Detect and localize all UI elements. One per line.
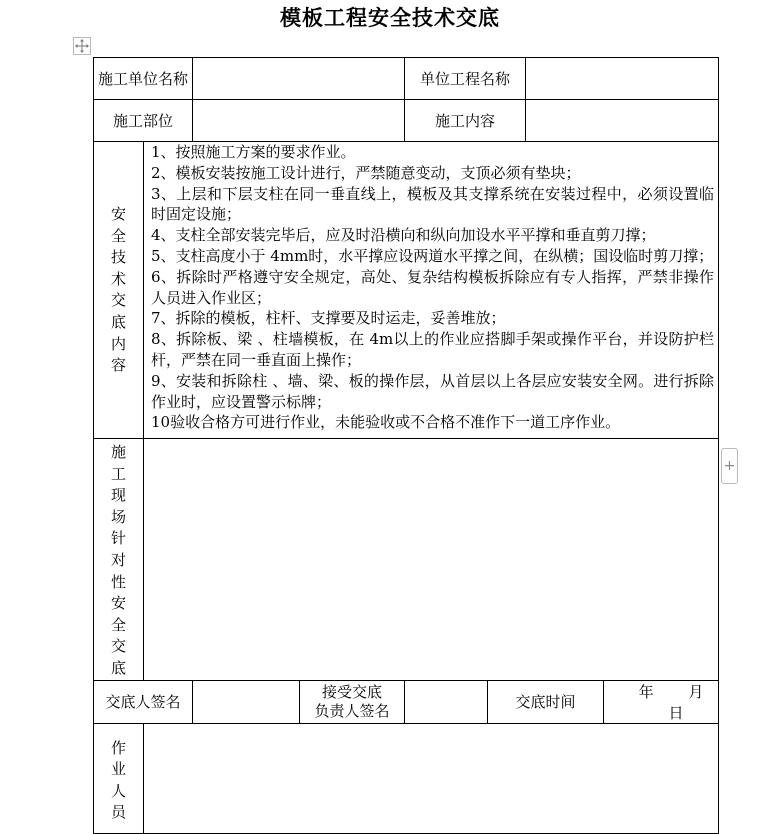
safety-section-label-cell — [94, 142, 144, 439]
header-row-2 — [94, 100, 719, 142]
discloser-signature[interactable] — [193, 680, 300, 723]
time-label: 交底时间 — [488, 680, 604, 723]
safety-section-label: 安全技术交底内容 — [111, 205, 127, 375]
receiver-label-line2: 负责人签名 — [314, 701, 390, 720]
safety-item: 3、上层和下层支柱在同一垂直线上，模板及其支撑系统在安装过程中，必须设置临时固定设施； — [151, 184, 715, 224]
workers-section-label: 作业人员 — [111, 738, 127, 822]
move-icon — [75, 39, 89, 53]
date-day: 日 — [668, 703, 684, 722]
unit-project-value[interactable] — [526, 58, 719, 100]
safety-item: 1、按照施工方案的要求作业。 — [151, 143, 356, 161]
header-row-1 — [94, 58, 719, 100]
safety-content[interactable] — [144, 142, 719, 439]
site-row — [94, 439, 719, 681]
receiver-label — [300, 680, 405, 723]
disclosure-table — [93, 57, 719, 834]
unit-project-label: 单位工程名称 — [405, 58, 526, 100]
construction-content-label: 施工内容 — [405, 100, 526, 142]
site-section-label-cell — [94, 439, 144, 681]
workers-row — [94, 723, 719, 833]
date-month: 月 — [688, 682, 704, 701]
disclosure-date[interactable] — [604, 680, 719, 723]
table-move-handle[interactable] — [73, 37, 91, 55]
construction-unit-label: 施工单位名称 — [94, 58, 193, 100]
site-content[interactable] — [144, 439, 719, 681]
workers-section-label-cell — [94, 723, 144, 833]
safety-item: 8、拆除板、梁 、柱墙模板，在 4m以上的作业应搭脚手架或操作平台，并设防护栏杆，严禁在同一垂直面上操作； — [151, 330, 715, 369]
safety-item: 6、拆除时严格遵守安全规定，高处、复杂结构模板拆除应有专人指挥，严禁非操作人员进入作业区； — [151, 267, 715, 307]
add-row-handle[interactable] — [721, 448, 738, 484]
date-year: 年 — [638, 682, 654, 701]
safety-item: 7、拆除的模板，柱杆、支撑要及时运走，妥善堆放； — [151, 309, 506, 328]
safety-item: 4、支柱全部安装完毕后，应及时沿横向和纵向加设水平平撑和垂直剪刀撑； — [151, 226, 656, 245]
signature-row — [94, 680, 719, 723]
construction-part-label: 施工部位 — [94, 100, 193, 142]
safety-row — [94, 142, 719, 439]
safety-item: 9、安装和拆除柱 、墙、梁、板的操作层，从首层以上各层应安装安全网。进行拆除作业时，应设置警示标牌； — [151, 371, 715, 411]
safety-item: 10验收合格方可进行作业，未能验收或不合格不准作下一道工序作业。 — [151, 413, 621, 432]
safety-item: 2、模板安装按施工设计进行，严禁随意变动，支顶必须有垫块； — [151, 163, 581, 182]
construction-unit-value[interactable] — [193, 58, 405, 100]
workers-content[interactable] — [144, 723, 719, 833]
discloser-label: 交底人签名 — [94, 680, 193, 723]
safety-item: 5、支柱高度小于 4mm时，水平撑应设两道水平撑之间，在纵横；国设临时剪刀撑； — [151, 246, 714, 265]
receiver-label-line1: 接受交底 — [322, 682, 383, 701]
receiver-signature[interactable] — [405, 680, 488, 723]
site-section-label: 施工现场针对性安全交底 — [111, 443, 127, 677]
construction-part-value[interactable] — [193, 100, 405, 142]
document-title: 模板工程安全技术交底 — [280, 5, 500, 30]
construction-content-value[interactable] — [526, 100, 719, 142]
plus-icon: + — [723, 458, 736, 474]
